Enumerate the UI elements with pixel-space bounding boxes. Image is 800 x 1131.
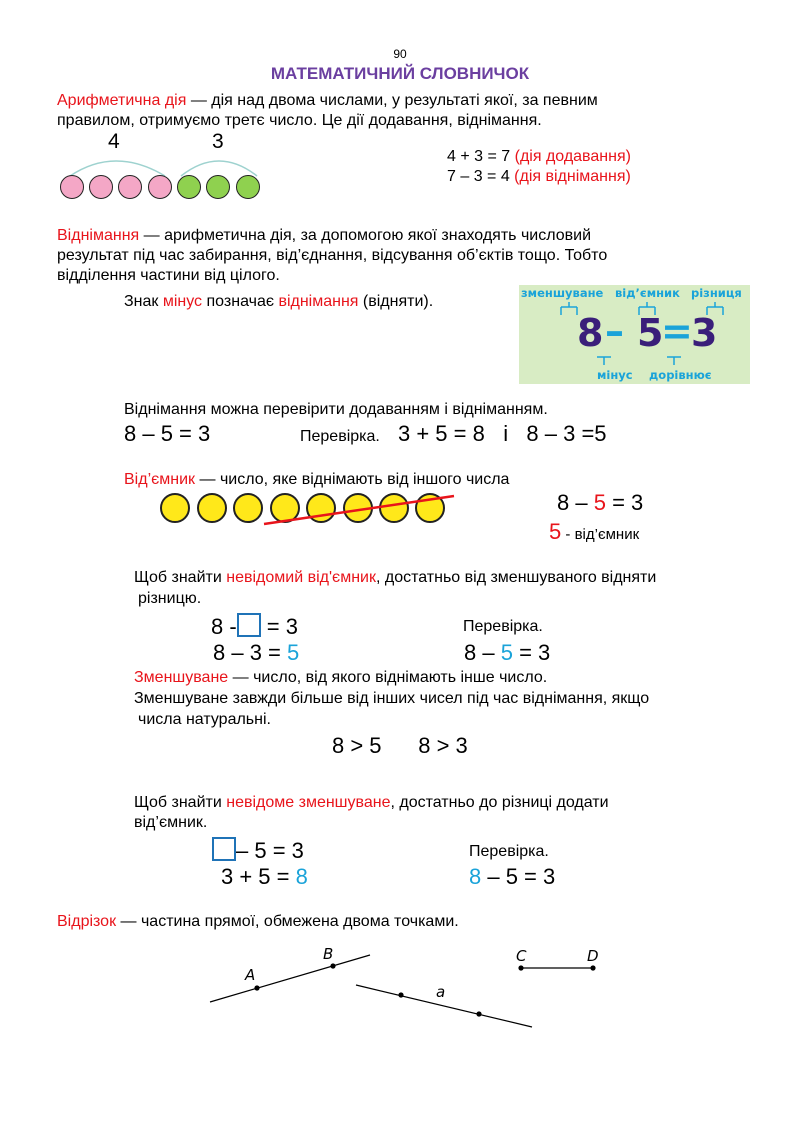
- unk-min-b: невідоме зменшуване: [226, 794, 391, 811]
- diagram-label-minuend: зменшуване: [521, 286, 604, 300]
- yellow-circle: [233, 493, 263, 523]
- sub-sign-a: Знак: [124, 293, 163, 310]
- minuend-cmp: 8 > 5 8 > 3: [332, 733, 468, 758]
- unk-sub-eq1-b: = 3: [260, 614, 298, 639]
- page-title: МАТЕМАТИЧНИЙ СЛОВНИЧОК: [270, 64, 530, 83]
- diagram-n1: 8: [577, 311, 604, 355]
- unk-min-line1: [134, 793, 609, 813]
- subtrahend-eq: [557, 490, 643, 516]
- unk-sub-line2: різницю.: [138, 590, 202, 607]
- diagram-op1: –: [605, 309, 624, 353]
- unk-sub-eq1: [211, 613, 298, 640]
- unk-sub-eq2-b: 5: [287, 640, 300, 665]
- sub-def-line3: відділення частини від цілого.: [57, 267, 280, 284]
- unk-sub-eq1-a: 8 -: [211, 614, 237, 639]
- subtrahend-def: [124, 470, 509, 490]
- diagram-label-equals: дорівнює: [649, 368, 712, 382]
- minuend-term: Зменшуване: [134, 669, 229, 686]
- sub-def-line2: результат під час забирання, від’єднання, відсування об’єктів тощо. Тобто: [57, 247, 608, 264]
- diagram-label-subtrahend: від’ємник: [615, 286, 680, 300]
- arith-eq1: [447, 147, 631, 167]
- subtrahend-note: [549, 519, 639, 545]
- pink-circle: [118, 175, 142, 199]
- sub-sign-line: [124, 292, 433, 312]
- arith-eq2: [447, 167, 631, 187]
- diagram-n3: 3: [691, 311, 718, 355]
- minuend-line2: Зменшуване завжди більше від інших чисел під час віднімання, якщо: [134, 690, 650, 707]
- pink-circle: [89, 175, 113, 199]
- subtraction-diagram: [519, 285, 750, 384]
- unk-sub-a: Щоб знайти: [134, 569, 227, 586]
- subtrahend-eq-b: 5: [593, 490, 606, 515]
- arith-eq2-expr: 7 – 3 = 4: [447, 168, 515, 185]
- unk-sub-b: невідомий від'ємник: [226, 569, 376, 586]
- minuend-line3: числа натуральні.: [138, 711, 271, 728]
- unk-min-eq1-text: – 5 = 3: [236, 838, 304, 863]
- unk-sub-check: [464, 640, 550, 666]
- sub-eq: 8 – 5 = 3: [124, 421, 211, 446]
- arith-num-left: 4: [108, 130, 120, 153]
- segment-def: [57, 912, 459, 932]
- minuend-def-text: — число, від якого віднімають інше число.: [228, 669, 548, 686]
- unk-min-c: , достатньо до різниці додати: [390, 794, 609, 811]
- point-d-label: D: [587, 947, 599, 965]
- segment-term: Відрізок: [57, 913, 117, 930]
- arith-def-line1: [57, 91, 598, 111]
- unk-sub-eq2: [213, 640, 299, 666]
- segment-drawing: [200, 940, 620, 1040]
- unknown-box: [212, 837, 236, 861]
- sub-check-eq: 3 + 5 = 8 і 8 – 3 =5: [398, 421, 607, 446]
- strike-line: [260, 492, 460, 528]
- subtrahend-note-num: 5: [549, 519, 562, 544]
- unk-min-line2: від’ємник.: [134, 814, 208, 831]
- yellow-circle: [160, 493, 190, 523]
- unk-sub-line1: [134, 568, 656, 588]
- diagram-n2: 5: [637, 311, 664, 355]
- unk-min-a: Щоб знайти: [134, 794, 227, 811]
- arith-def1: — дія над двома числами, у результаті якої, за певним: [186, 92, 598, 109]
- subtrahend-note-text: - від’ємник: [561, 526, 640, 543]
- green-circle: [177, 175, 201, 199]
- unk-min-check: [469, 864, 555, 890]
- diagram-label-minus: мінус: [597, 368, 633, 382]
- arith-eq1-expr: 4 + 3 = 7: [447, 148, 515, 165]
- unk-sub-check-a: 8 –: [464, 640, 501, 665]
- sub-sign-c: (відняти).: [358, 293, 434, 310]
- subtrahend-eq-a: 8 –: [557, 490, 594, 515]
- sub-sign-minus: мінус: [162, 293, 203, 310]
- subtrahend-term: Від’ємник: [124, 471, 196, 488]
- point-b-label: B: [323, 945, 334, 963]
- unk-min-check-label: Перевірка.: [469, 843, 549, 860]
- sub-term: Віднімання: [57, 227, 140, 244]
- subtrahend-eq-c: = 3: [605, 490, 644, 515]
- diagram-op2: =: [661, 309, 693, 353]
- pink-circle: [60, 175, 84, 199]
- minuend-def: [134, 668, 547, 688]
- arith-num-right: 3: [212, 130, 224, 153]
- sub-sign-b: позначає: [202, 293, 279, 310]
- segment-def-text: — частина прямої, обмежена двома точками.: [116, 913, 459, 930]
- unk-min-eq2-a: 3 + 5 =: [221, 864, 296, 889]
- arith-eq2-note: (дія віднімання): [514, 168, 631, 185]
- sub-check-label: Перевірка.: [300, 428, 380, 445]
- arith-eq1-note: (дія додавання): [514, 148, 631, 165]
- unk-min-check-a: 8: [469, 864, 482, 889]
- sub-def-line1: [57, 226, 591, 246]
- point-a-label: A: [245, 966, 256, 984]
- unk-sub-c: , достатньо від зменшуваного відняти: [375, 569, 657, 586]
- line-a-label: a: [436, 983, 446, 1001]
- pink-circle: [148, 175, 172, 199]
- green-circle: [206, 175, 230, 199]
- subtrahend-def-text: — число, яке віднімають від іншого числа: [195, 471, 510, 488]
- sub-check-text: Віднімання можна перевірити додаванням і відніманням.: [124, 401, 548, 418]
- yellow-circle: [197, 493, 227, 523]
- sub-sign-sub: віднімання: [278, 293, 359, 310]
- unk-min-eq2: [221, 864, 308, 890]
- unk-sub-check-b: 5: [500, 640, 513, 665]
- unk-min-eq1: [212, 837, 304, 864]
- unknown-box: [237, 613, 261, 637]
- arith-def-line2: правилом, отримуємо третє число. Це дії додавання, віднімання.: [57, 112, 542, 129]
- page-number: 90: [393, 47, 407, 61]
- unk-sub-check-label: Перевірка.: [463, 618, 543, 635]
- unk-sub-eq2-a: 8 – 3 =: [213, 640, 288, 665]
- green-circle: [236, 175, 260, 199]
- sub-def1: — арифметична дія, за допомогою якої знаходять числовий: [139, 227, 592, 244]
- unk-min-check-b: – 5 = 3: [481, 864, 556, 889]
- diagram-label-difference: різниця: [691, 286, 742, 300]
- unk-min-eq2-b: 8: [295, 864, 308, 889]
- point-c-label: C: [516, 947, 527, 965]
- arith-term: Арифметична дія: [57, 92, 187, 109]
- unk-sub-check-c: = 3: [512, 640, 551, 665]
